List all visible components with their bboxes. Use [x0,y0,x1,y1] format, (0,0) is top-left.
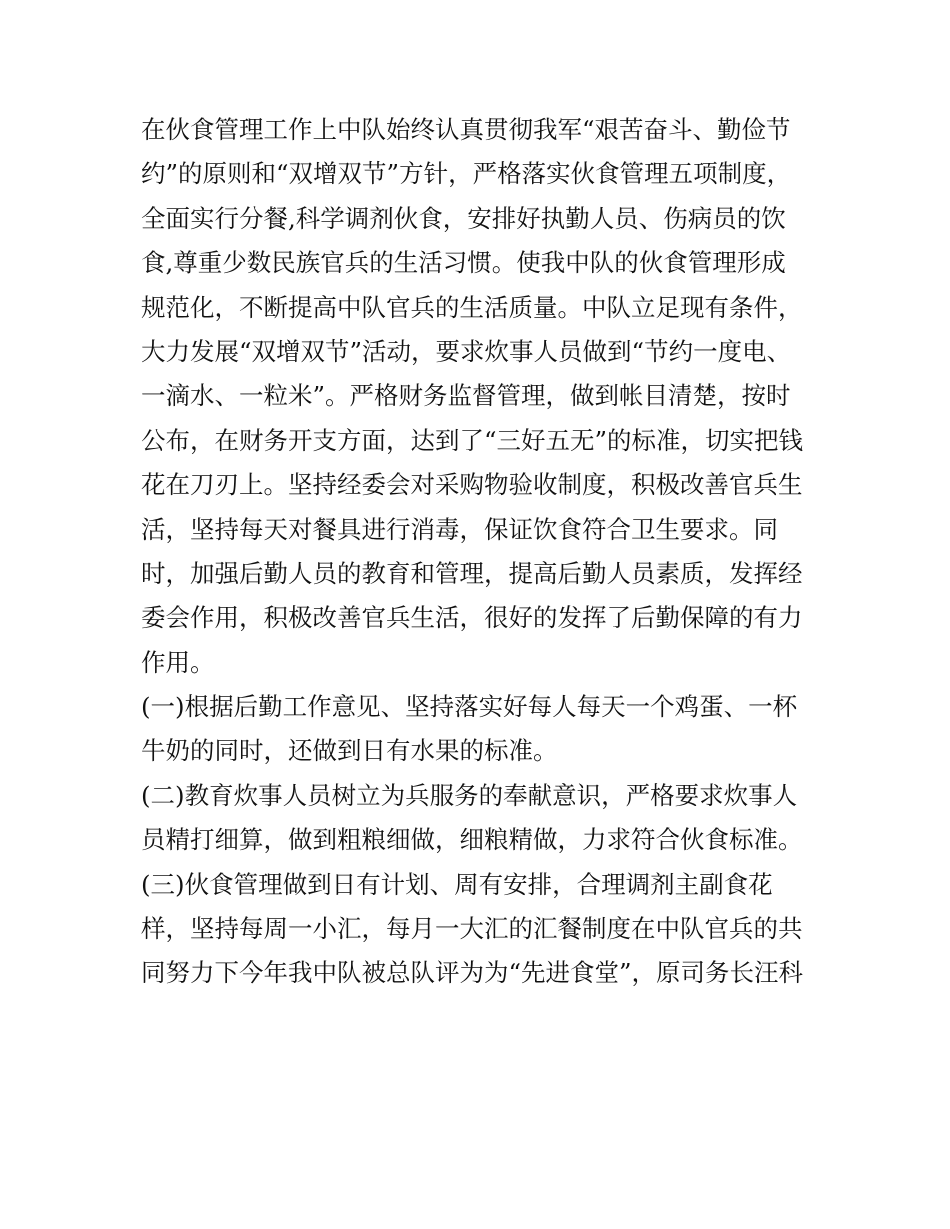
text-line: 样，坚持每周一小汇，每月一大汇的汇餐制度在中队官兵的共 [141,914,803,944]
text-line: 大力发展“双增双节”活动，要求炊事人员做到“节约一度电、 [141,336,792,366]
text-line: 约”的原则和“双增双节”方针，严格落实伙食管理五项制度， [141,159,792,189]
text-line: 员精打细算，做到粗粮细做，细粮精做，力求符合伙食标准。 [141,825,803,855]
text-line: (二)教育炊事人员树立为兵服务的奉献意识，严格要求炊事人 [141,780,798,810]
text-line: 委会作用，积极改善官兵生活，很好的发挥了后勤保障的有力 [141,603,803,633]
text-line: 牛奶的同时，还做到日有水果的标准。 [141,736,558,766]
text-line: 同努力下今年我中队被总队评为为“先进食堂”，原司务长汪科 [141,958,804,988]
text-line: 在伙食管理工作上中队始终认真贯彻我军“艰苦奋斗、勤俭节 [141,115,791,144]
text-line: 作用。 [141,647,215,677]
text-line: 活，坚持每天对餐具进行消毒，保证饮食符合卫生要求。同 [141,514,778,544]
body-text [141,108,821,996]
text-line: 公布，在财务开支方面，达到了“三好五无”的标准，切实把钱 [141,425,804,455]
text-line: 规范化，不断提高中队官兵的生活质量。中队立足现有条件， [141,292,803,322]
text-line: (三)伙食管理做到日有计划、周有安排，合理调剂主副食花 [141,869,773,899]
text-line: 全面实行分餐,科学调剂伙食，安排好执勤人员、伤病员的饮 [141,203,786,233]
text-line: 一滴水、一粒米”。严格财务监督管理，做到帐目清楚，按时 [141,381,791,411]
text-line: 食,尊重少数民族官兵的生活习惯。使我中队的伙食管理形成 [141,248,786,278]
text-line: 花在刀刃上。坚持经委会对采购物验收制度，积极改善官兵生 [141,470,803,500]
text-line: (一)根据后勤工作意见、坚持落实好每人每天一个鸡蛋、一杯 [141,692,798,722]
text-line: 时，加强后勤人员的教育和管理，提高后勤人员素质，发挥经 [141,558,803,588]
